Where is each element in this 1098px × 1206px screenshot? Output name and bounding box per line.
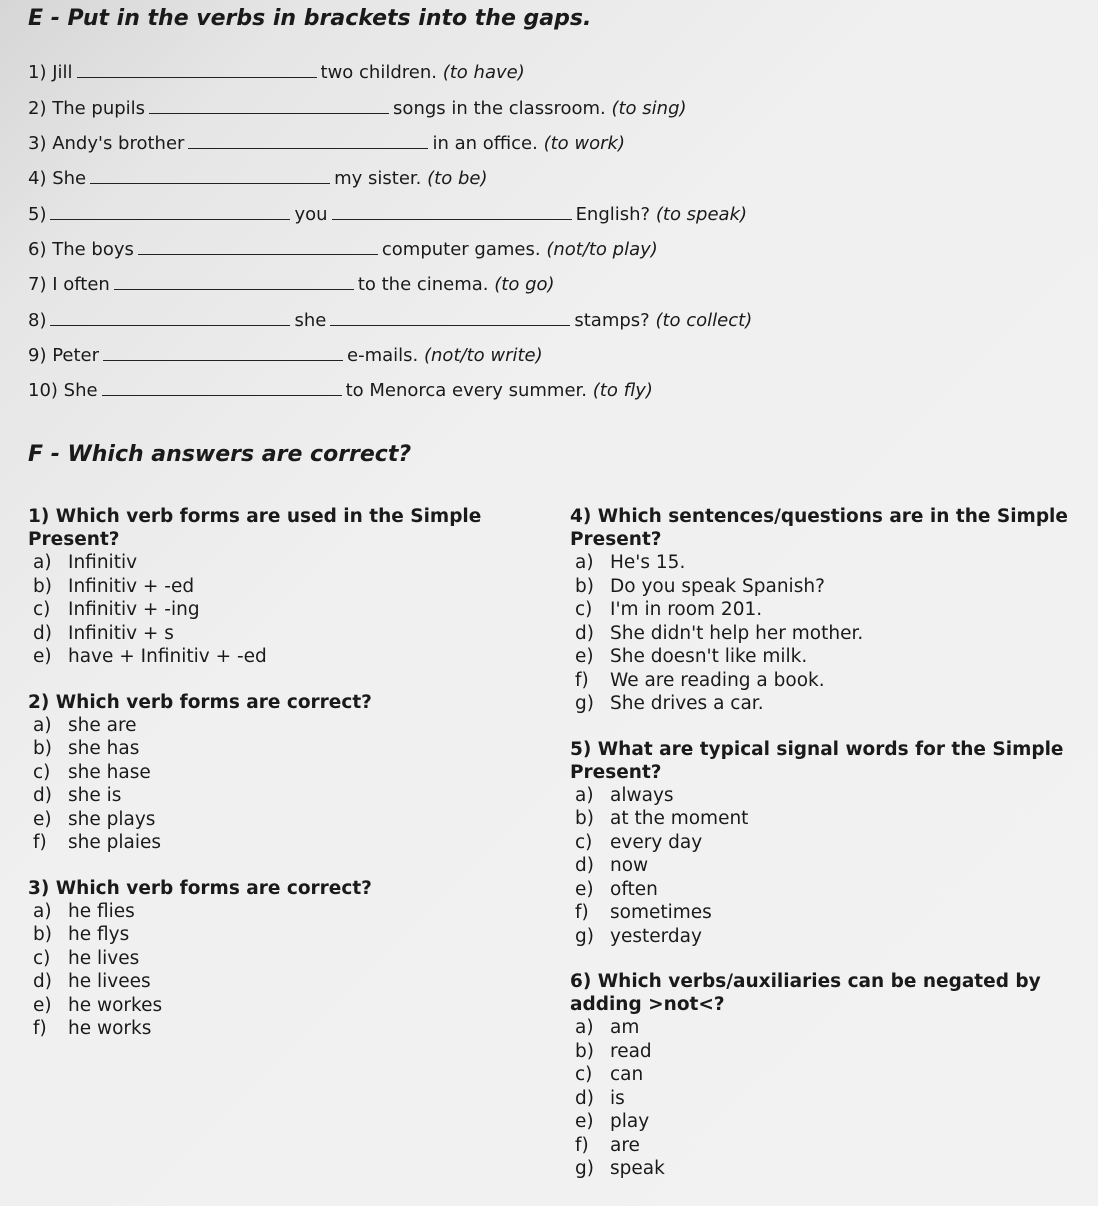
item-text: to Menorca every summer. <box>345 380 588 401</box>
answer-option[interactable] <box>570 878 1090 902</box>
question-block <box>28 505 548 669</box>
answer-option[interactable] <box>28 1017 548 1041</box>
question-title: 5) What are typical signal words for the Simple Present? <box>570 738 1064 783</box>
answer-option[interactable] <box>28 622 548 646</box>
answer-option[interactable] <box>28 994 548 1018</box>
option-letter: c) <box>575 831 593 853</box>
verb-hint: (to collect) <box>655 310 753 331</box>
answer-blank[interactable] <box>188 134 428 149</box>
section-e-heading: E - Put in the verbs in brackets into the gaps. <box>28 6 592 31</box>
option-letter: a) <box>33 552 52 573</box>
answer-option[interactable] <box>28 737 548 761</box>
answer-blank[interactable] <box>90 169 330 184</box>
answer-blank[interactable] <box>114 275 354 290</box>
option-text: he livees <box>68 971 151 992</box>
item-text: songs in the classroom. <box>393 98 606 119</box>
questions-left-column <box>28 505 548 1063</box>
option-text: Infinitiv + -ed <box>68 575 195 597</box>
verb-hint: (to sing) <box>611 98 687 119</box>
questions-right-column <box>570 505 1090 1203</box>
answer-blank[interactable] <box>50 311 290 326</box>
gap-fill-line <box>28 204 747 226</box>
option-text: always <box>610 784 674 806</box>
option-letter: b) <box>575 808 594 829</box>
verb-hint: (not/to write) <box>424 345 543 366</box>
option-text: am <box>610 1017 640 1038</box>
gap-fill-line <box>28 345 543 367</box>
option-letter: c) <box>575 599 593 620</box>
option-text: Infinitiv + s <box>68 622 174 644</box>
item-text: to the cinema. <box>357 274 489 295</box>
option-letter: d) <box>575 622 594 644</box>
item-number: 9) Peter <box>28 345 100 366</box>
answer-option[interactable] <box>28 645 548 669</box>
option-letter: a) <box>575 784 594 806</box>
answer-option[interactable] <box>28 970 548 994</box>
option-letter: c) <box>33 599 51 620</box>
option-text: she has <box>68 738 140 759</box>
item-text: English? <box>575 204 651 225</box>
option-letter: e) <box>575 1111 594 1132</box>
answer-blank[interactable] <box>77 63 317 78</box>
option-text: She doesn't like milk. <box>610 646 808 667</box>
answer-blank[interactable] <box>332 205 572 220</box>
answer-option[interactable] <box>570 622 1090 646</box>
answer-option[interactable] <box>28 575 548 599</box>
option-letter: d) <box>33 622 52 644</box>
answer-option[interactable] <box>570 925 1090 949</box>
option-letter: b) <box>33 738 52 759</box>
item-text: e-mails. <box>347 345 419 366</box>
option-letter: c) <box>33 947 51 969</box>
option-letter: d) <box>33 785 52 806</box>
option-letter: c) <box>33 761 51 783</box>
item-number: 5) <box>28 204 47 225</box>
answer-option[interactable] <box>570 807 1090 831</box>
option-text: have + Infinitiv + -ed <box>68 646 267 667</box>
answer-option[interactable] <box>570 1087 1090 1111</box>
answer-option[interactable] <box>28 551 548 575</box>
item-number: 4) She <box>28 168 87 189</box>
answer-blank[interactable] <box>50 205 290 220</box>
item-number: 7) I often <box>28 274 110 295</box>
option-letter: e) <box>33 646 52 667</box>
answer-option[interactable] <box>570 645 1090 669</box>
option-letter: b) <box>33 575 52 597</box>
option-text: can <box>610 1064 644 1085</box>
option-letter: e) <box>575 878 594 900</box>
item-number: 2) The pupils <box>28 98 146 119</box>
option-text: read <box>610 1040 652 1062</box>
option-letter: a) <box>575 1017 594 1038</box>
gap-fill-line <box>28 168 487 190</box>
item-number: 3) Andy's brother <box>28 133 185 154</box>
answer-option[interactable] <box>570 854 1090 878</box>
option-letter: a) <box>33 714 52 736</box>
item-text: my sister. <box>334 168 422 189</box>
option-letter: a) <box>575 552 594 573</box>
item-number: 1) Jill <box>28 62 73 83</box>
verb-hint: (not/to play) <box>546 239 658 260</box>
option-text: Do you speak Spanish? <box>610 575 825 597</box>
answer-blank[interactable] <box>149 99 389 114</box>
answer-option[interactable] <box>570 1040 1090 1064</box>
verb-hint: (to fly) <box>592 380 653 401</box>
item-text: she <box>294 310 327 331</box>
option-letter: d) <box>575 1087 594 1109</box>
option-letter: g) <box>575 1158 594 1179</box>
option-text: She didn't help her mother. <box>610 622 864 644</box>
answer-option[interactable] <box>570 784 1090 808</box>
option-text: he works <box>68 1018 152 1039</box>
answer-option[interactable] <box>570 551 1090 575</box>
verb-hint: (to work) <box>543 133 625 154</box>
item-text: in an office. <box>432 133 538 154</box>
verb-hint: (to go) <box>494 274 555 295</box>
item-number: 6) The boys <box>28 239 134 260</box>
answer-blank[interactable] <box>102 381 342 396</box>
option-text: every day <box>610 831 703 853</box>
option-text: She drives a car. <box>610 693 764 714</box>
item-text: stamps? <box>574 310 650 331</box>
option-letter: d) <box>33 971 52 992</box>
option-letter: b) <box>575 575 594 597</box>
option-text: sometimes <box>610 902 712 923</box>
item-number: 8) <box>28 310 47 331</box>
question-title: 4) Which sentences/questions are in the Simple Present? <box>570 506 1068 550</box>
question-title: 6) Which verbs/auxiliaries can be negated by adding >not<? <box>570 971 1041 1015</box>
option-text: I'm in room 201. <box>610 599 763 620</box>
option-letter: f) <box>575 669 589 691</box>
answer-option[interactable] <box>570 692 1090 716</box>
option-text: he workes <box>68 994 163 1016</box>
option-text: at the moment <box>610 808 749 829</box>
answer-option[interactable] <box>28 831 548 855</box>
answer-option[interactable] <box>570 1110 1090 1134</box>
option-text: We are reading a book. <box>610 669 825 691</box>
answer-option[interactable] <box>28 808 548 832</box>
question-block <box>570 970 1090 1181</box>
answer-option[interactable] <box>28 900 548 924</box>
answer-blank[interactable] <box>138 240 378 255</box>
answer-blank[interactable] <box>330 311 570 326</box>
answer-option[interactable] <box>570 1016 1090 1040</box>
question-block <box>570 738 1090 949</box>
answer-option[interactable] <box>570 1157 1090 1181</box>
option-letter: e) <box>33 994 52 1016</box>
option-letter: e) <box>575 646 594 667</box>
gap-fill-line <box>28 239 658 261</box>
option-text: he flies <box>68 900 135 922</box>
option-text: Infinitiv + -ing <box>68 599 200 620</box>
option-letter: d) <box>575 855 594 876</box>
option-letter: c) <box>575 1064 593 1085</box>
option-letter: b) <box>575 1040 594 1062</box>
verb-hint: (to speak) <box>655 204 748 225</box>
item-text: computer games. <box>381 239 541 260</box>
item-text: you <box>294 204 328 225</box>
option-letter: e) <box>33 808 52 830</box>
answer-option[interactable] <box>28 761 548 785</box>
answer-blank[interactable] <box>103 346 343 361</box>
question-block <box>28 877 548 1041</box>
answer-option[interactable] <box>28 923 548 947</box>
option-text: he lives <box>68 947 140 969</box>
option-text: he flys <box>68 924 130 945</box>
answer-option[interactable] <box>570 598 1090 622</box>
option-letter: b) <box>33 924 52 945</box>
answer-option[interactable] <box>570 575 1090 599</box>
gap-fill-line <box>28 380 653 402</box>
question-block <box>570 505 1090 716</box>
item-number: 10) She <box>28 380 98 401</box>
option-text: she is <box>68 785 122 806</box>
option-text: now <box>610 855 649 876</box>
option-text: she are <box>68 714 137 736</box>
option-text: she hase <box>68 761 151 783</box>
gap-fill-line <box>28 133 625 155</box>
question-title: 1) Which verb forms are used in the Simple Present? <box>28 506 482 550</box>
question-title: 3) Which verb forms are correct? <box>28 877 372 899</box>
gap-fill-line <box>28 310 752 332</box>
answer-option[interactable] <box>570 1134 1090 1158</box>
option-text: speak <box>610 1158 665 1179</box>
option-text: is <box>610 1087 625 1109</box>
answer-option[interactable] <box>28 598 548 622</box>
answer-option[interactable] <box>28 947 548 971</box>
option-text: yesterday <box>610 925 702 947</box>
option-letter: f) <box>33 832 47 853</box>
answer-option[interactable] <box>570 1063 1090 1087</box>
gap-fill-line <box>28 274 555 296</box>
item-text: two children. <box>320 62 437 83</box>
section-f-heading: F - Which answers are correct? <box>28 442 412 467</box>
verb-hint: (to have) <box>442 62 525 83</box>
option-text: often <box>610 878 658 900</box>
option-letter: f) <box>33 1018 47 1039</box>
question-block <box>28 691 548 855</box>
verb-hint: (to be) <box>427 168 488 189</box>
option-text: she plaies <box>68 832 162 853</box>
option-letter: g) <box>575 925 594 947</box>
option-letter: f) <box>575 902 589 923</box>
answer-option[interactable] <box>570 901 1090 925</box>
option-text: Infinitiv <box>68 552 138 573</box>
question-title: 2) Which verb forms are correct? <box>28 691 372 713</box>
option-text: are <box>610 1134 640 1156</box>
option-letter: g) <box>575 693 594 714</box>
answer-option[interactable] <box>28 784 548 808</box>
option-text: play <box>610 1111 650 1132</box>
answer-option[interactable] <box>570 831 1090 855</box>
answer-option[interactable] <box>570 669 1090 693</box>
option-letter: a) <box>33 900 52 922</box>
answer-option[interactable] <box>28 714 548 738</box>
option-letter: f) <box>575 1134 589 1156</box>
option-text: she plays <box>68 808 156 830</box>
gap-fill-line <box>28 62 525 84</box>
option-text: He's 15. <box>610 552 686 573</box>
gap-fill-line <box>28 98 687 120</box>
